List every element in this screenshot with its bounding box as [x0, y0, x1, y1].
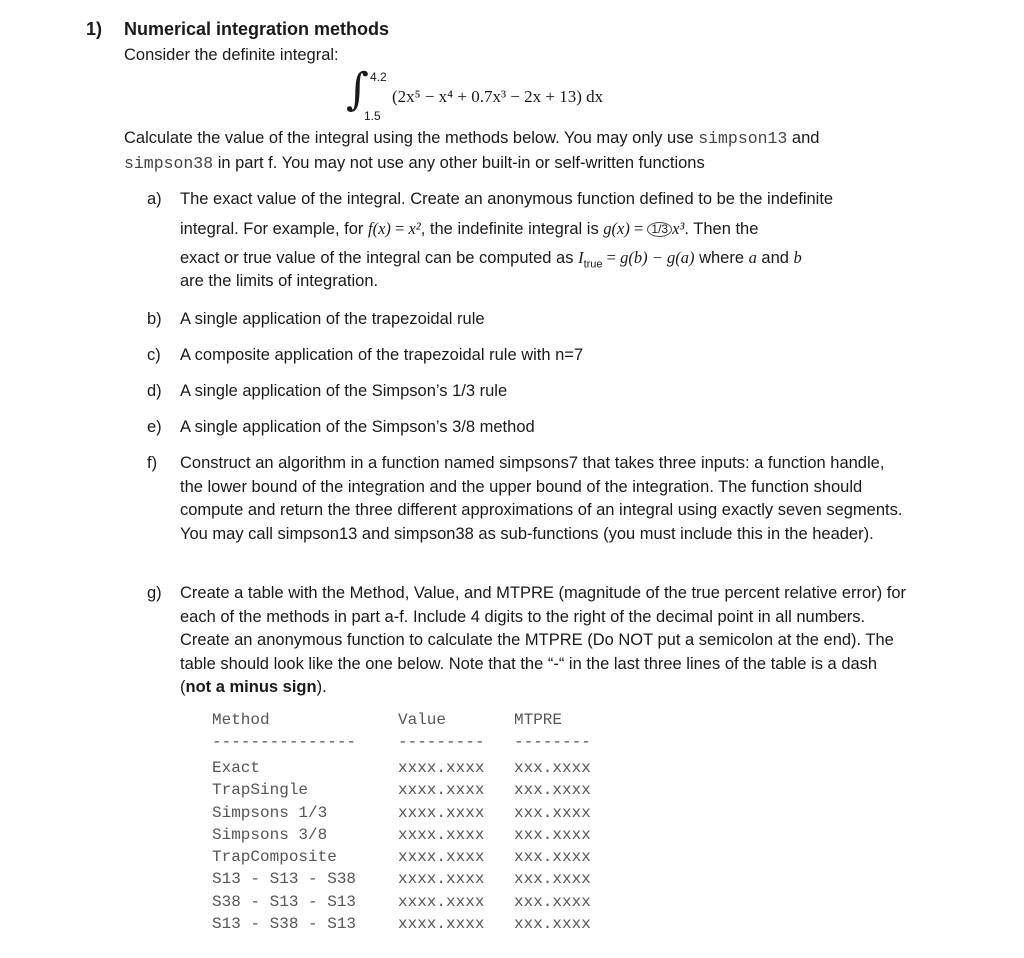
question-title: Numerical integration methods [124, 19, 390, 39]
math-sub: true [583, 258, 603, 271]
part-b-text: A single application of the trapezoidal rule [180, 310, 485, 328]
math-gx: g(x) [603, 219, 630, 238]
table-header-value: Value [398, 711, 447, 729]
instructions [124, 126, 819, 176]
math-eq: = [390, 219, 409, 238]
cell-method: Simpsons 1/3 [212, 803, 328, 822]
intro-text: in part f. You may not use any other built-in or self-written functions [213, 154, 705, 172]
cell-value: xxxx.xxxx [398, 915, 485, 934]
cell-value: xxxx.xxxx [398, 848, 485, 867]
code-simpson38: simpson38 [124, 154, 214, 173]
text: and [756, 249, 794, 267]
cell-method: S13 - S38 - S13 [212, 915, 357, 934]
math-fx: f(x) [368, 219, 391, 238]
cell-mtpre: xxx.xxxx [514, 892, 591, 911]
cell-method: TrapSingle [212, 781, 309, 800]
part-a [147, 188, 907, 288]
part-label: a) [147, 190, 162, 208]
math-eq: = [629, 219, 648, 238]
part-g-text [180, 582, 907, 700]
cell-method: Simpsons 3/8 [212, 825, 328, 844]
integrand: (2x⁵ − x⁴ + 0.7x³ − 2x + 13) dx [392, 87, 604, 106]
integral-sign-icon: ∫ [346, 64, 369, 115]
part-a-text [180, 188, 907, 294]
part-a-line [180, 217, 907, 246]
intro-text: and [787, 129, 820, 147]
math-i: I [578, 248, 584, 267]
integral-lower-limit: 1.5 [364, 109, 381, 123]
part-a-line [180, 246, 907, 270]
table-dash: --------------- [212, 733, 357, 751]
cell-mtpre: xxx.xxxx [514, 848, 591, 867]
text: Create a table with the Method, Value, and MTPRE (magnitude of the true percent relative error) for each of the methods in part a-f. Include 4 digits to the right of the decimal point in all numbers. Create an anonymous function to calculate the MTPRE (Do NOT put a semicolon at the end). The table should look like the one below. Note that the “-“ in the last three lines of the table is a dash ( [180, 584, 907, 696]
part-label: d) [147, 382, 162, 400]
cell-mtpre: xxx.xxxx [514, 759, 591, 777]
cell-mtpre: xxx.xxxx [514, 915, 591, 934]
table-row [212, 868, 632, 890]
text: integral. For example, for [180, 220, 368, 238]
cell-mtpre: xxx.xxxx [514, 870, 591, 889]
cell-value: xxxx.xxxx [398, 870, 485, 889]
part-d-text: A single application of the Simpson’s 1/3 rule [180, 382, 508, 400]
math-x2: x² [408, 219, 421, 238]
intro-text: Calculate the value of the integral using the methods below. You may only use [124, 129, 699, 147]
cell-method: TrapComposite [212, 848, 337, 867]
cell-value: xxxx.xxxx [398, 892, 485, 911]
consider-text: Consider the definite integral: [124, 46, 339, 64]
cell-method: S38 - S13 - S13 [212, 892, 357, 911]
math-eq: = [602, 248, 621, 267]
cell-mtpre: xxx.xxxx [514, 825, 591, 844]
cell-method: S13 - S13 - S38 [212, 870, 357, 889]
table-row [212, 802, 632, 824]
table-header-mtpre: MTPRE [514, 711, 563, 729]
bold-text: not a minus sign [185, 678, 317, 696]
math-gb: g(b) − g(a) [620, 248, 695, 267]
part-label: b) [147, 310, 162, 328]
table-row [212, 779, 632, 801]
part-c-text: A composite application of the trapezoidal rule with n=7 [180, 346, 584, 364]
text: where [694, 249, 749, 267]
table-row [212, 913, 632, 935]
cell-mtpre: xxx.xxxx [514, 781, 591, 800]
part-a-line: are the limits of integration. [180, 272, 379, 290]
cell-value: xxxx.xxxx [398, 781, 485, 800]
table-header-method: Method [212, 711, 270, 729]
cell-value: xxxx.xxxx [398, 803, 485, 822]
table-dash: -------- [514, 733, 591, 751]
text: . Then the [684, 220, 759, 238]
fraction: 1/3 [647, 222, 672, 237]
cell-mtpre: xxx.xxxx [514, 803, 591, 822]
cell-value: xxxx.xxxx [398, 825, 485, 844]
text: ). [316, 678, 327, 696]
part-label: f) [147, 454, 158, 472]
text: , the indefinite integral is [420, 220, 604, 238]
table-dash: --------- [398, 733, 485, 751]
part-label: c) [147, 346, 161, 364]
math-a: a [748, 248, 757, 267]
part-label: e) [147, 418, 162, 436]
table-row [212, 824, 632, 846]
text: exact or true value of the integral can be computed as [180, 249, 579, 267]
math-x3: x³ [672, 219, 685, 238]
cell-value: xxxx.xxxx [398, 759, 485, 777]
part-f-text: Construct an algorithm in a function named simpsons7 that takes three inputs: a function handle, the lower bound of the integration and the upper bound of the integration. The function should compute and return the three different approximations of an integral using exactly seven segments. You may call simpson13 and simpson38 as sub-functions (you must include this in the header). [180, 454, 903, 543]
math-b: b [793, 248, 802, 267]
cell-method: Exact [212, 759, 261, 777]
table-row [212, 891, 632, 913]
table-body [212, 757, 632, 935]
table-row [212, 757, 632, 779]
table-row [212, 846, 632, 868]
code-simpson13: simpson13 [698, 129, 788, 148]
part-a-line: The exact value of the integral. Create an anonymous function defined to be the indefinite [180, 190, 834, 208]
integral-upper-limit: 4.2 [370, 70, 387, 84]
question-number: 1) [86, 19, 103, 39]
part-e-text: A single application of the Simpson’s 3/8 method [180, 418, 535, 436]
part-label: g) [147, 584, 162, 602]
